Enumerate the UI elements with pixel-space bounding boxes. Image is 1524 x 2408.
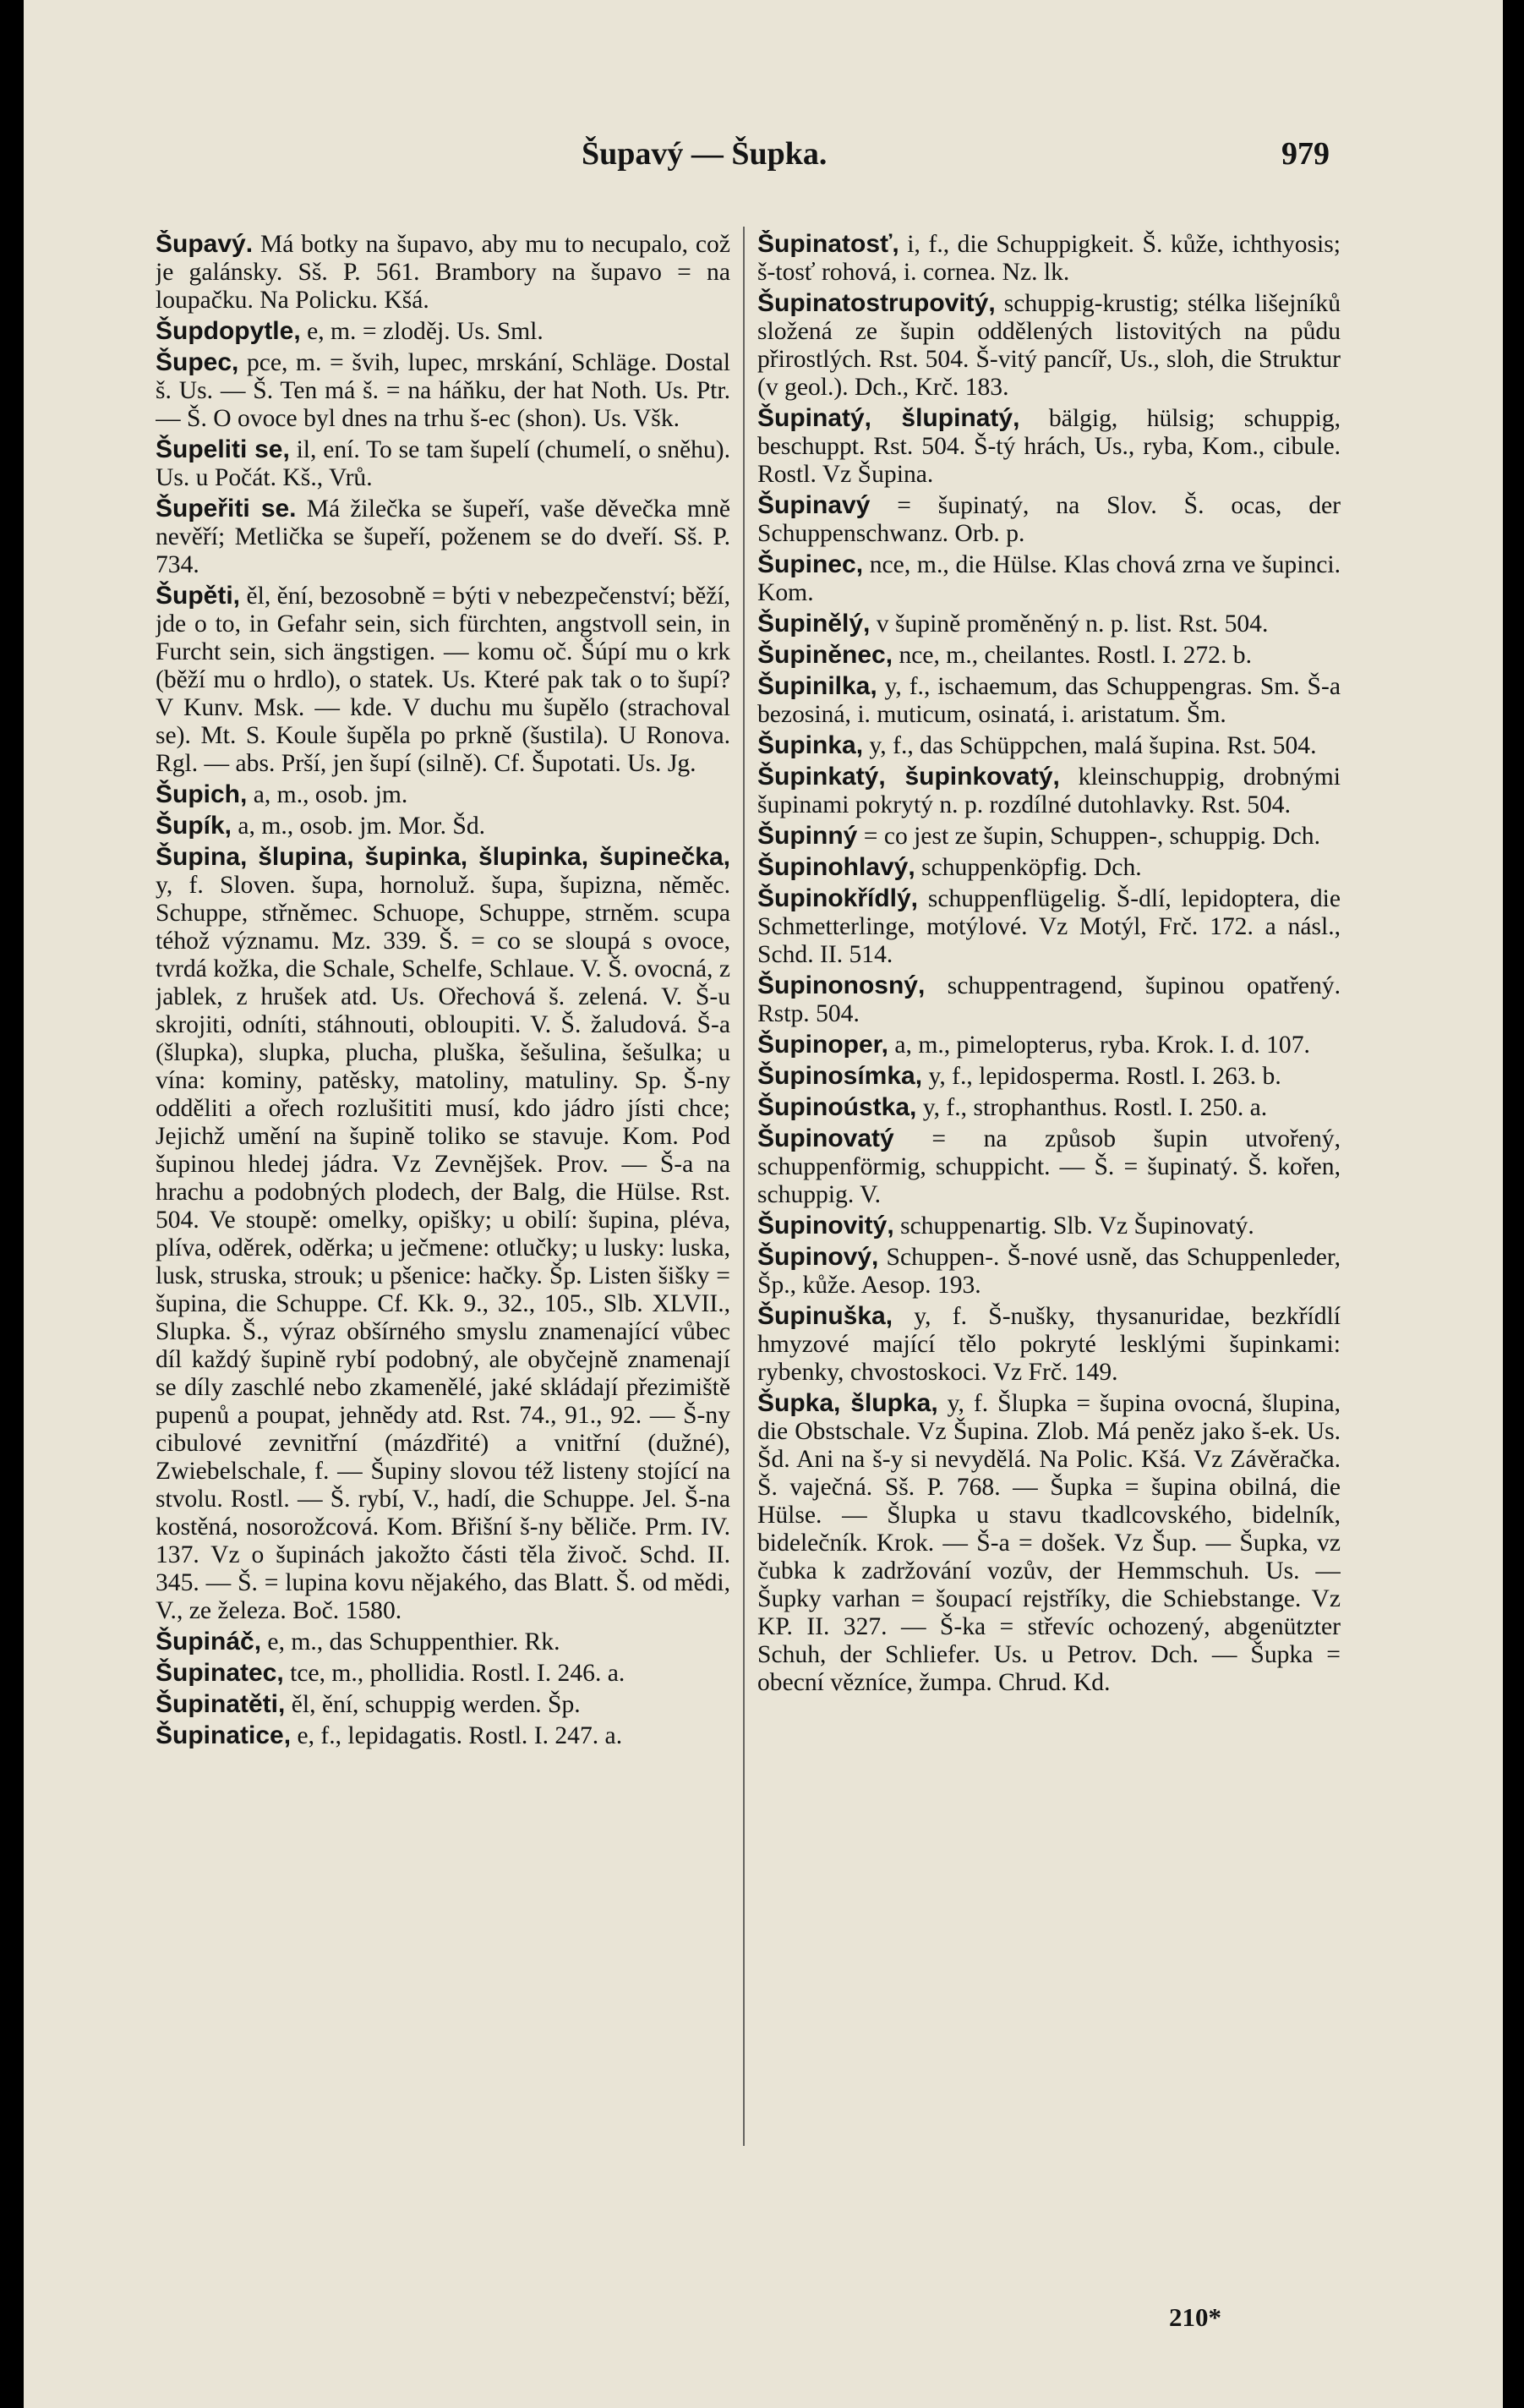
dictionary-entry	[156, 1690, 730, 1719]
entry-text: i, f., die Schuppigkeit. Š. kůže, ichthyosis; š-tosť rohová, i. cornea. Nz. lk.	[757, 231, 1341, 286]
dictionary-entry	[156, 1659, 730, 1688]
entry-text: schuppenköpfig. Dch.	[915, 854, 1142, 881]
entry-text: ěl, ění, schuppig werden. Šp.	[285, 1691, 581, 1718]
entry-text: v šupině proměněný n. p. list. Rst. 504.	[870, 610, 1269, 638]
dictionary-entry	[156, 780, 730, 809]
dictionary-entry	[757, 550, 1341, 607]
entry-headword: Šupeřiti se.	[156, 495, 297, 523]
entry-text: pce, m. = švih, lupec, mrskání, Schläge. Dostal š. Us. — Š. Ten má š. = na háňku, der hat Noth. Us. Ptr. — Š. O ovoce byl dnes na trhu š-ec (shon). Us. Všk.	[156, 349, 730, 432]
dictionary-entry	[757, 1243, 1341, 1300]
dictionary-entry	[757, 1093, 1341, 1122]
dictionary-entry	[757, 1062, 1341, 1091]
entry-headword: Šupinatostrupovitý,	[757, 289, 996, 317]
entry-headword: Šupinuška,	[757, 1302, 893, 1330]
entry-headword: Šupinkatý, šupinkovatý,	[757, 763, 1060, 791]
entry-text: tce, m., phollidia. Rostl. I. 246. a.	[283, 1660, 625, 1687]
running-head	[24, 135, 1503, 186]
entry-text: = co jest ze šupin, Schuppen-, schuppig. Dch.	[857, 823, 1320, 850]
entry-text: e, f., lepidagatis. Rostl. I. 247. a.	[291, 1722, 623, 1749]
entry-text: y, f. Sloven. šupa, hornoluž. šupa, šupizna, něměc. Schuppe, střněmec. Schuope, Schuppe, strněm. scupa téhož významu. Mz. 339. Š. = co se sloupá s ovoce, tvrdá kožka, die Schale, Schelfe, Schlaue. V. Š. ovocná, z jablek, z hrušek atd. Us. Ořechová š. zelená. V. Š-u skrojiti, odníti, stáhnouti, obloupiti. V. Š. žaludová. Š-a (šlupka), slupka, plucha, pluška, šešulina, šešulka; u vína: kominy, patěsky, matoliny, matuliny. Sp. Š-ny odděliti a ořech rozlušititi musí, kdo jádro jísti chce; Jejichž umění na šupině toliko se stavuje. Kom. Pod šupinou hledej jádra. Vz Zevnějšek. Prov. — Š-a na hrachu a podobných plodech, der Balg, die Hülse. Rst. 504. Ve stoupě: omelky, opišky; u obilí: šupina, pléva, plíva, oděrek, oděrka; u ječmene: otlučky; u lusky: luska, lusk, struska, strouk; u pšenice: hačky. Šp. Listen šišky = šupina, die Schuppe. Cf. Kk. 9., 32., 105., Slb. XLVII., Slupka. Š., výraz obšírného smyslu znamenající vůbec díl každý šupině rybí podobný, ale obyčejně znamenají se díly zaschlé nebo zkamenělé, jaké skládají přezimiště pupenů a poupat, jehnědy atd. Rst. 74., 91., 92. — Š-ny cibulové zevnitřní (mázdřité) a vnitřní (dužné), Zwiebelschale, f. — Šupiny slovou též listeny stojící na stvolu. Rostl. — Š. rybí, V., hadí, die Schuppe. Jel. Š-na kostěná, nosorožcová. Kom. Břišní š-ny běliče. Prm. IV. 137. Vz o šupinách jakožto části těla živoč. Schd. II. 345. — Š. = lupina kovu nějakého, das Blatt. Š. od mědi, V., ze železa. Boč. 1580.	[156, 872, 730, 1624]
dictionary-entry	[757, 1212, 1341, 1240]
entry-headword: Šupináč,	[156, 1628, 262, 1656]
dictionary-entry	[757, 230, 1341, 287]
entry-headword: Šupina, šlupina, šupinka, šlupinka, šupinečka,	[156, 843, 730, 871]
dictionary-entry	[757, 672, 1341, 729]
dictionary-entry	[757, 884, 1341, 969]
dictionary-entry	[757, 641, 1341, 670]
entry-text: kleinschuppig, drobnými šupinami pokrytý n. p. rozdílné dutohlavky. Rst. 504.	[757, 763, 1341, 818]
entry-headword: Šupinatěti,	[156, 1690, 286, 1718]
entry-headword: Šupík,	[156, 812, 232, 840]
dictionary-entry	[757, 289, 1341, 402]
entry-headword: Šupich,	[156, 780, 248, 808]
dictionary-entry	[757, 971, 1341, 1028]
entry-text: y, f., das Schüppchen, malá šupina. Rst. 504.	[863, 732, 1317, 759]
dictionary-entry	[156, 348, 730, 433]
entry-text: nce, m., die Hülse. Klas chová zrna ve šupinci. Kom.	[757, 551, 1341, 606]
entry-headword: Šupka, šlupka,	[757, 1389, 938, 1417]
dictionary-entry	[757, 1031, 1341, 1059]
entry-headword: Šupinavý	[757, 491, 871, 519]
dictionary-entry	[156, 812, 730, 840]
entry-text: y, f. Šlupka = šupina ovocná, šlupina, die Obstschale. Vz Šupina. Zlob. Má peněz jako š-ek. Us. Šd. Ani na š-y si nevydělá. Na Polic. Kšá. Vz Závěračka. Š. vaječná. Sš. P. 768. — Šupka = šupina obilná, die Hülse. — Šlupka u stavu tkadlcovského, bidelník, bidelečník. Krok. — Š-a = došek. Vz Šup. — Šupka, vz čubka k zadržování vozův, der Hemmschuh. Us. — Šupky varhan = šoupací rejstříky, die Schiebstange. Vz KP. II. 327. — Š-ka = střevíc ochozený, abgenützter Schuh, der Schliefer. Us. u Petrov. Dch. — Šupka = obecní vězníce, žumpa. Chrud. Kd.	[757, 1390, 1341, 1696]
column-divider	[743, 227, 745, 2146]
entry-headword: Šupinoper,	[757, 1031, 889, 1059]
entry-text: nce, m., cheilantes. Rostl. I. 272. b.	[893, 642, 1252, 669]
dictionary-entry	[156, 317, 730, 346]
entry-text: schuppenartig. Slb. Vz Šupinovatý.	[893, 1212, 1254, 1240]
dictionary-entry	[757, 853, 1341, 882]
entry-headword: Šupinovitý,	[757, 1212, 894, 1240]
entry-text: a, m., pimelopterus, ryba. Krok. I. d. 107.	[888, 1032, 1310, 1059]
entry-headword: Šupinatosť,	[757, 230, 899, 258]
entry-text: il, ení. To se tam šupelí (chumelí, o sněhu). Us. u Počát. Kš., Vrů.	[156, 436, 730, 491]
entry-headword: Šupeliti se,	[156, 435, 290, 463]
dictionary-entry	[156, 582, 730, 778]
entry-headword: Šupinový,	[757, 1243, 879, 1271]
entry-headword: Šupinec,	[757, 550, 864, 578]
entry-text: y, f. Š-nušky, thysanuridae, bezkřídlí hmyzové mající tělo pokryté lesklými šupinkami: rybenky, chvostoskoci. Vz Frč. 149.	[757, 1303, 1341, 1386]
dictionary-entry	[156, 435, 730, 492]
left-column	[156, 230, 730, 2335]
dictionary-entry	[757, 1389, 1341, 1697]
entry-headword: Šupec,	[156, 348, 239, 376]
entry-headword: Šupiněnec,	[757, 641, 893, 669]
entry-text: e, m. = zloděj. Us. Sml.	[300, 318, 544, 345]
dictionary-entry	[757, 404, 1341, 489]
entry-headword: Šupinatý, šlupinatý,	[757, 404, 1020, 432]
entry-text: e, m., das Schuppenthier. Rk.	[261, 1628, 560, 1656]
entry-text: schuppenflügelig. Š-dlí, lepidoptera, die Schmetterlinge, motýlové. Vz Motýl, Frč. 172. a násl., Schd. II. 514.	[757, 885, 1341, 968]
entry-headword: Šupinonosný,	[757, 971, 926, 999]
entry-text: a, m., osob. jm. Mor. Šd.	[232, 813, 486, 840]
entry-text: y, f., ischaemum, das Schuppengras. Sm. Š-a bezosiná, i. muticum, osinatá, i. aristatum. Šm.	[757, 673, 1341, 728]
entry-headword: Šupinoústka,	[757, 1093, 917, 1121]
dictionary-entry	[156, 495, 730, 579]
entry-text: schuppentragend, šupinou opatřený. Rstp. 504.	[757, 972, 1341, 1027]
right-column	[757, 230, 1341, 2335]
entry-text: ěl, ění, bezosobně = býti v nebezpečenství; běží, jde o to, in Gefahr sein, sich fürchten, angstvoll sein, in Furcht sein, sich ängstigen. — komu oč. Šúpí mu o krk (běží mu o hrdlo), o statek. Us. Které pak tak o to šupí? V Kunv. Msk. — kde. V duchu mu šupělo (strachoval se). Mt. S. Koule šupěla po prkně (šustila). U Ronova. Rgl. — abs. Prší, jen šupí (silně). Cf. Šupotati. Us. Jg.	[156, 583, 730, 777]
dictionary-entry	[156, 843, 730, 1625]
entry-headword: Šupinosímka,	[757, 1062, 923, 1090]
page-number: 979	[1281, 136, 1330, 172]
dictionary-entry	[757, 491, 1341, 548]
entry-headword: Šupavý.	[156, 230, 254, 258]
dictionary-entry	[757, 731, 1341, 760]
entry-text: = šupinatý, na Slov. Š. ocas, der Schuppenschwanz. Orb. p.	[757, 492, 1341, 547]
printer-signature-mark: 210*	[1169, 2302, 1221, 2332]
entry-text: Má botky na šupavo, aby mu to necupalo, což je galánsky. Sš. P. 561. Brambory na šupavo = na loupačku. Na Policku. Kšá.	[156, 231, 730, 314]
entry-headword: Šupinokřídlý,	[757, 884, 919, 912]
entry-headword: Šupinka,	[757, 731, 864, 759]
entry-headword: Šupdopytle,	[156, 317, 301, 345]
entry-headword: Šupinný	[757, 822, 858, 850]
entry-headword: Šupinatice,	[156, 1721, 292, 1749]
dictionary-entry	[757, 763, 1341, 819]
entry-headword: Šupinohlavý,	[757, 853, 915, 881]
dictionary-entry	[757, 610, 1341, 638]
entry-text: bälgig, hülsig; schuppig, beschuppt. Rst. 504. Š-tý hrách, Us., ryba, Kom., cibule. Rostl. Vz Šupina.	[757, 405, 1341, 488]
dictionary-entry	[757, 822, 1341, 851]
entry-headword: Šupinatec,	[156, 1659, 284, 1687]
entry-text: Schuppen-. Š-nové usně, das Schuppenleder, Šp., kůže. Aesop. 193.	[757, 1244, 1341, 1299]
dictionary-entry	[156, 1628, 730, 1656]
entry-headword: Šupinovatý	[757, 1125, 894, 1152]
running-head-title: Šupavý — Šupka.	[582, 136, 828, 172]
dictionary-entry	[156, 1721, 730, 1750]
entry-text: schuppig-krustig; stélka lišejníků složená ze šupin oddělených listovitých na půdu přirostlých. Rst. 504. Š-vitý pancíř, Us., sloh, die Struktur (v geol.). Dch., Krč. 183.	[757, 290, 1341, 401]
dictionary-entry	[757, 1125, 1341, 1209]
entry-text: Má žilečka se šupeří, vaše děvečka mně nevěří; Metlička se šupeří, poženem se do dveří. Sš. P. 734.	[156, 495, 730, 578]
entry-headword: Šupěti,	[156, 582, 241, 610]
entry-headword: Šupinělý,	[757, 610, 871, 638]
entry-text: a, m., osob. jm.	[247, 781, 408, 808]
dictionary-page	[24, 0, 1503, 2408]
entry-text: y, f., strophanthus. Rostl. I. 250. a.	[916, 1094, 1268, 1121]
dictionary-entry	[156, 230, 730, 315]
entry-text: y, f., lepidosperma. Rostl. I. 263. b.	[922, 1063, 1281, 1090]
dictionary-entry	[757, 1302, 1341, 1387]
entry-text: = na způsob šupin utvořený, schuppenförmig, schuppicht. — Š. = šupinatý. Š. kořen, schuppig. V.	[757, 1125, 1341, 1208]
entry-headword: Šupinilka,	[757, 672, 877, 700]
